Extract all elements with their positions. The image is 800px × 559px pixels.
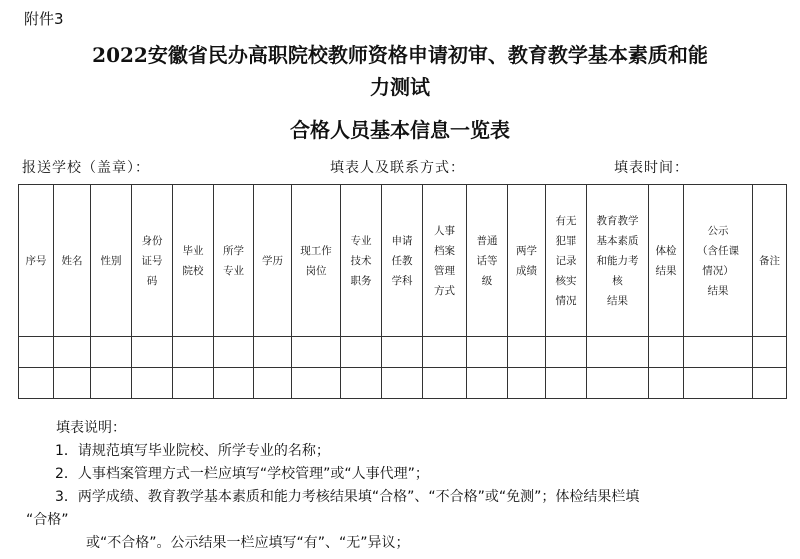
column-header bbox=[91, 185, 132, 337]
table-cell[interactable] bbox=[423, 368, 467, 399]
column-header bbox=[382, 185, 423, 337]
school-field-label: 报送学校（盖章）： bbox=[22, 160, 150, 176]
note-line-1: 1．请规范填写毕业院校、所学专业的名称； bbox=[55, 443, 330, 459]
column-header bbox=[292, 185, 341, 337]
column-header-text: 两学 bbox=[516, 244, 537, 257]
column-header-text: 专业 bbox=[223, 264, 244, 277]
column-header-text: （含任课 bbox=[697, 244, 739, 257]
column-header-text: 姓名 bbox=[61, 254, 83, 267]
table-cell[interactable] bbox=[467, 368, 508, 399]
table-cell[interactable] bbox=[54, 337, 91, 368]
column-header-text: 教育教学 bbox=[596, 214, 639, 227]
column-header-text: 现工作 bbox=[300, 244, 332, 257]
column-header-text: 和能力考 bbox=[596, 254, 639, 267]
note-line-3: 3．两学成绩、教育教学基本素质和能力考核结果填“合格”、“不合格”或“免测”；体检结果栏填 bbox=[55, 489, 640, 505]
table-cell[interactable] bbox=[753, 337, 787, 368]
column-header-text: 技术 bbox=[350, 254, 372, 267]
column-header-text: 核实 bbox=[555, 274, 577, 287]
table-cell[interactable] bbox=[254, 337, 292, 368]
attachment-label: 附件3 bbox=[24, 10, 64, 28]
note-line-2: 2．人事档案管理方式一栏应填写“学校管理”或“人事代理”； bbox=[55, 466, 429, 482]
table-cell[interactable] bbox=[467, 337, 508, 368]
column-header-text: 人事 bbox=[434, 224, 455, 237]
column-header bbox=[423, 185, 467, 337]
table-cell[interactable] bbox=[508, 368, 546, 399]
fill-date-label: 填表时间： bbox=[614, 160, 689, 176]
column-header-text: 结果 bbox=[655, 264, 677, 277]
notes-heading: 填表说明： bbox=[56, 420, 126, 436]
column-header-text: 体检 bbox=[655, 244, 677, 257]
table-cell[interactable] bbox=[292, 368, 341, 399]
column-header bbox=[684, 185, 753, 337]
table-cell[interactable] bbox=[173, 337, 214, 368]
column-header-text: 职务 bbox=[350, 274, 372, 287]
table-cell[interactable] bbox=[19, 368, 54, 399]
column-header bbox=[254, 185, 292, 337]
table-cell[interactable] bbox=[341, 337, 382, 368]
column-header-text: 序号 bbox=[25, 254, 47, 267]
column-header-text: 毕业 bbox=[182, 244, 204, 257]
column-header bbox=[546, 185, 587, 337]
column-header bbox=[508, 185, 546, 337]
table-cell[interactable] bbox=[91, 368, 132, 399]
column-header bbox=[587, 185, 649, 337]
table-cell[interactable] bbox=[54, 368, 91, 399]
column-header-text: 犯罪 bbox=[555, 234, 577, 247]
table-cell[interactable] bbox=[649, 368, 684, 399]
column-header-text: 备注 bbox=[759, 254, 780, 267]
column-header-text: 公示 bbox=[707, 224, 729, 237]
fill-instructions bbox=[18, 417, 788, 555]
column-header bbox=[649, 185, 684, 337]
table-cell[interactable] bbox=[753, 368, 787, 399]
column-header bbox=[54, 185, 91, 337]
column-header bbox=[132, 185, 173, 337]
column-header-text: 有无 bbox=[555, 214, 577, 227]
column-header-text: 码 bbox=[146, 274, 158, 287]
column-header-text: 方式 bbox=[434, 284, 455, 297]
column-header-text: 级 bbox=[481, 274, 493, 287]
column-header-text: 学历 bbox=[262, 254, 283, 267]
info-table bbox=[18, 184, 787, 399]
column-header-text: 结果 bbox=[707, 284, 729, 297]
column-header-text: 管理 bbox=[434, 264, 455, 277]
column-header-text: 记录 bbox=[555, 254, 577, 267]
column-header-text: 情况） bbox=[702, 264, 734, 277]
table-cell[interactable] bbox=[214, 337, 254, 368]
table-row bbox=[19, 368, 787, 399]
column-header-text: 院校 bbox=[182, 264, 204, 277]
table-cell[interactable] bbox=[254, 368, 292, 399]
column-header-text: 任教 bbox=[391, 254, 413, 267]
column-header-text: 基本素质 bbox=[596, 234, 639, 247]
column-header-text: 档案 bbox=[434, 244, 455, 257]
table-cell[interactable] bbox=[649, 337, 684, 368]
table-cell[interactable] bbox=[132, 368, 173, 399]
column-header-text: 证号 bbox=[141, 254, 163, 267]
column-header bbox=[467, 185, 508, 337]
table-cell[interactable] bbox=[587, 337, 649, 368]
table-cell[interactable] bbox=[382, 337, 423, 368]
table-cell[interactable] bbox=[546, 337, 587, 368]
column-header-text: 结果 bbox=[607, 294, 628, 307]
table-cell[interactable] bbox=[546, 368, 587, 399]
title-line-3: 合格人员基本信息一览表 bbox=[290, 118, 510, 142]
table-cell[interactable] bbox=[292, 337, 341, 368]
column-header-text: 成绩 bbox=[516, 264, 537, 277]
column-header-text: 岗位 bbox=[305, 264, 327, 277]
column-header bbox=[214, 185, 254, 337]
column-header-text: 性别 bbox=[100, 254, 122, 267]
table-cell[interactable] bbox=[132, 337, 173, 368]
title-line-1: 2022安徽省民办高职院校教师资格申请初审、教育教学基本素质和能 bbox=[92, 43, 708, 67]
column-header-text: 身份 bbox=[141, 234, 163, 247]
note-line-3-continued: “合格” bbox=[26, 512, 69, 528]
table-cell[interactable] bbox=[508, 337, 546, 368]
column-header bbox=[341, 185, 382, 337]
table-row bbox=[19, 337, 787, 368]
column-header-text: 所学 bbox=[223, 244, 244, 257]
table-cell[interactable] bbox=[587, 368, 649, 399]
column-header-text: 专业 bbox=[350, 234, 372, 247]
table-cell[interactable] bbox=[684, 337, 753, 368]
filler-contact-label: 填表人及联系方式： bbox=[330, 160, 465, 176]
column-header-text: 普通 bbox=[476, 234, 498, 247]
column-header-text: 情况 bbox=[555, 294, 577, 307]
table-cell[interactable] bbox=[423, 337, 467, 368]
column-header-text: 核 bbox=[612, 274, 623, 287]
table-cell[interactable] bbox=[91, 337, 132, 368]
column-header-text: 学科 bbox=[391, 274, 413, 287]
title-line-2: 力测试 bbox=[370, 75, 430, 99]
table-cell[interactable] bbox=[341, 368, 382, 399]
column-header-text: 申请 bbox=[391, 234, 413, 247]
table-cell[interactable] bbox=[214, 368, 254, 399]
column-header bbox=[753, 185, 787, 337]
note-line-4: 或“不合格”。公示结果一栏应填写“有”、“无”异议； bbox=[86, 535, 410, 551]
column-header bbox=[173, 185, 214, 337]
table-header-row bbox=[19, 185, 787, 337]
table-cell[interactable] bbox=[382, 368, 423, 399]
column-header bbox=[19, 185, 54, 337]
table-cell[interactable] bbox=[173, 368, 214, 399]
table-cell[interactable] bbox=[19, 337, 54, 368]
column-header-text: 话等 bbox=[476, 254, 498, 267]
table-cell[interactable] bbox=[684, 368, 753, 399]
